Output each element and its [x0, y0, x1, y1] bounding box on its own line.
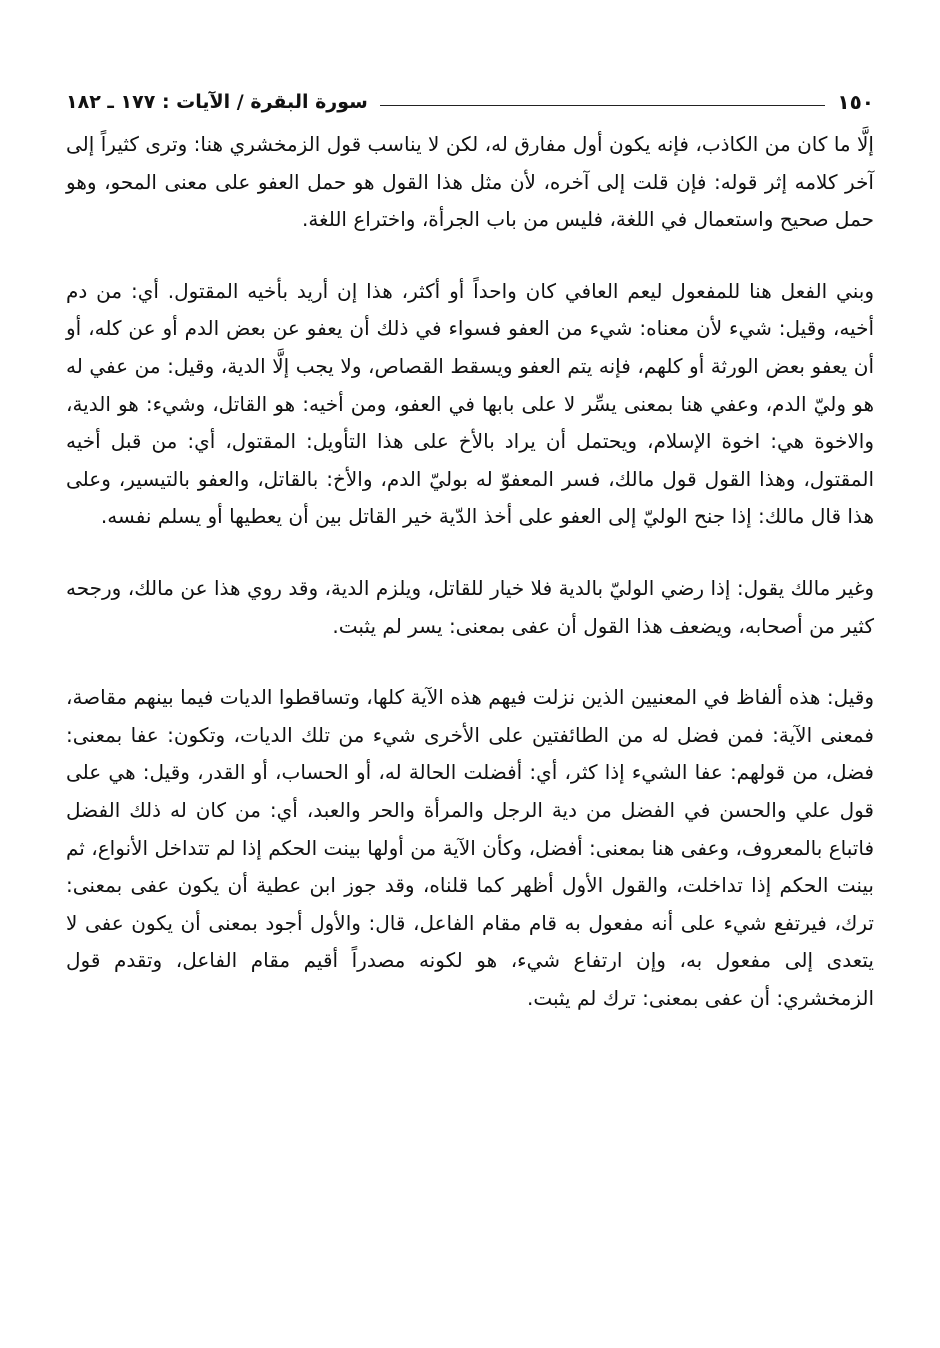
paragraph-3: وغير مالك يقول: إذا رضي الوليّ بالدية فلا خيار للقاتل، ويلزم الدية، وقد روي هذا عن مالك، ورجحه كثير من أصحابه، ويضعف هذا القول أن عفى بمعنى: يسر لم يثبت.	[66, 575, 874, 638]
paragraph-2: وبني الفعل هنا للمفعول ليعم العافي كان واحداً أو أكثر، هذا إن أريد بأخيه المقتول. أي: من دم أخيه، وقيل: شيء لأن معناه: شيء من العفو فسواء في ذلك أن يعفو عن بعض الدم أو عن كله، أو أن يعفو بعض الورثة أو كلهم، فإنه يتم العفو ويسقط القصاص، ولا يجب إلَّا الدية، وقيل: من عفي له هو وليّ الدم، وعفي هنا بمعنى يسِّر لا على بابها في العفو، ومن أخيه: هو القاتل، وشيء: هو الدية، والاخوة هي: اخوة الإسلام، ويحتمل أن يراد بالأخ على هذا التأويل: المقتول، أي: من قبل أخيه المقتول، وهذا القول قول مالك، فسر المعفوّ له بوليّ الدم، والأخ: بالقاتل، والعفو بالتيسير، وعلى هذا قال مالك: إذا جنح الوليّ إلى العفو على أخذ الدّية خير القاتل بين أن يعطيها أو يسلم نفسه.	[66, 278, 874, 529]
header-rule	[380, 105, 826, 106]
header-title: سورة البقرة / الآيات : ١٧٧ ـ ١٨٢	[66, 91, 368, 113]
running-header	[66, 82, 874, 122]
paragraph-gap	[66, 536, 874, 570]
paragraph-1: إلَّا ما كان من الكاذب، فإنه يكون أول مفارق له، لكن لا يناسب قول الزمخشري هنا: وترى كثيراً إلى آخر كلامه إثر قوله: فإن قلت إلى آخره، لأن مثل هذا القول هو حمل العفو على معنى المحو، وهو حمل صحيح واستعمال في اللغة، فليس من باب الجرأة، واختراع اللغة.	[66, 132, 874, 232]
page	[66, 82, 874, 1017]
body-text	[66, 126, 874, 1017]
paragraph-4: وقيل: هذه ألفاظ في المعنيين الذين نزلت فيهم هذه الآية كلها، وتساقطوا الديات فيما بينهم مقاصة، فمعنى الآية: فمن فضل له من الطائفتين على الأخرى شيء من تلك الديات، وتكون: عفا بمعنى: فضل، من قولهم: عفا الشيء إذا كثر، أي: أفضلت الحالة له، أو الحساب، أو القدر، وقيل: هي على قول علي والحسن في الفضل من دية الرجل والمرأة والحر والعبد، أي: من كان له ذلك الفضل فاتباع بالمعروف، وعفى هنا بمعنى: أفضل، وكأن الآية من أولها بينت الحكم إذا لم تتداخل الأنواع، ثم بينت الحكم إذا تداخلت، والقول الأول أظهر كما قلناه، وقد جوز ابن عطية أن يكون عفى بمعنى: ترك، فيرتفع شيء على أنه مفعول به قام مقام الفاعل، قال: والأول أجود بمعنى أن يكون عفى لا يتعدى إلى مفعول به، وإن ارتفاع شيء، هو لكونه مصدراً أقيم مقام الفاعل، وتقدم قول الزمخشري: أن عفى بمعنى: ترك لم يثبت.	[66, 685, 874, 1010]
paragraph-gap	[66, 239, 874, 273]
page-number: ١٥٠	[837, 90, 874, 114]
paragraph-gap	[66, 645, 874, 679]
